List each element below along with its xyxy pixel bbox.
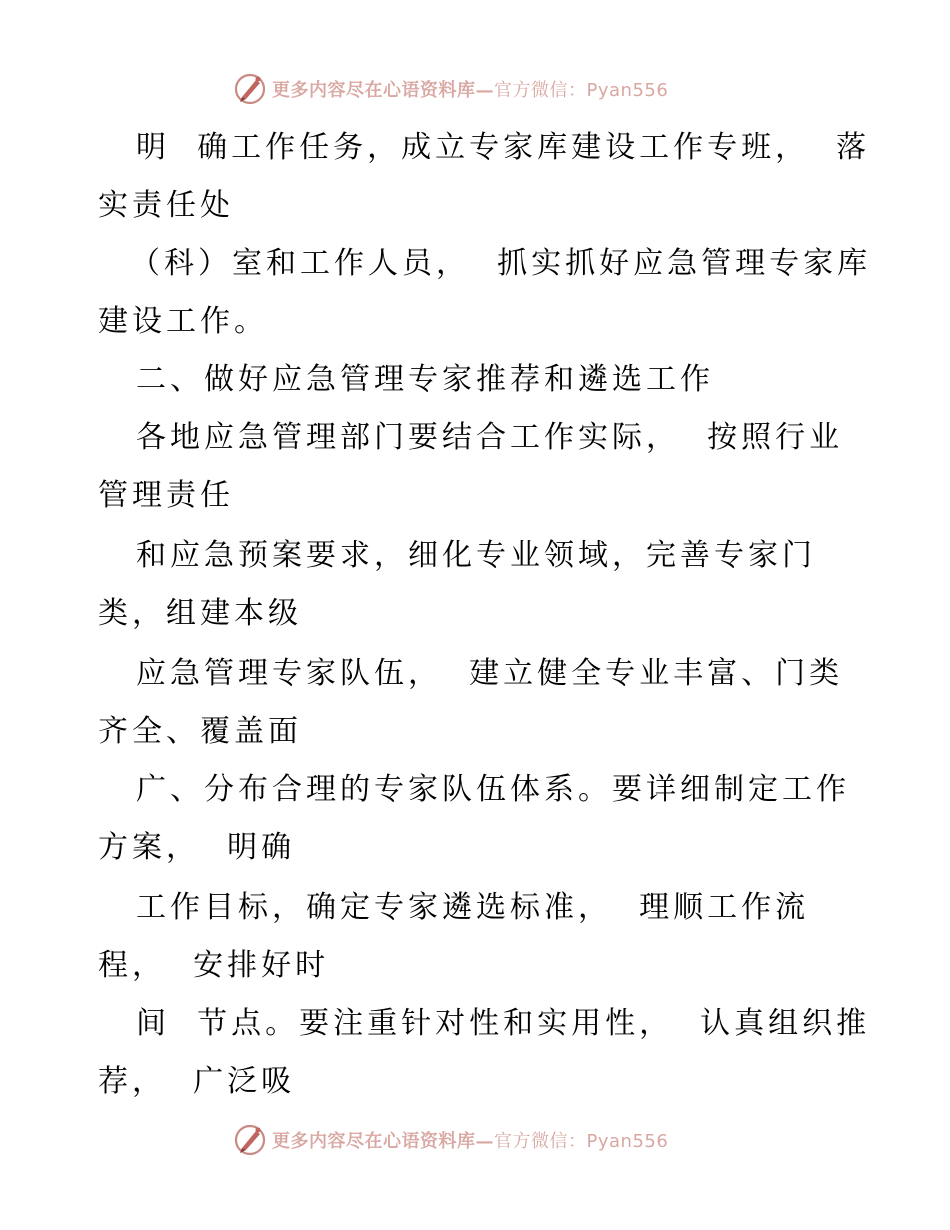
paragraph-line: 工作目标，确定专家遴选标准， 理顺工作流 bbox=[136, 890, 810, 925]
paragraph-line: 建设工作。 bbox=[98, 304, 268, 339]
paragraph-line: 方案， 明确 bbox=[98, 830, 296, 865]
banner-wechat-text: 官方微信：Pyan556 bbox=[494, 1131, 669, 1152]
paragraph-line: 广、分布合理的专家队伍体系。要详细制定工作 bbox=[136, 772, 850, 807]
banner-wechat-text: 官方微信：Pyan556 bbox=[494, 80, 669, 101]
paragraph-line: 程， 安排好时 bbox=[98, 948, 330, 983]
paragraph-line: 明 确工作任务，成立专家库建设工作专班， 落 bbox=[136, 130, 871, 165]
paragraph-line: （科）室和工作人员， 抓实抓好应急管理专家库 bbox=[130, 246, 872, 281]
section-heading: 二、做好应急管理专家推荐和遴选工作 bbox=[136, 362, 714, 397]
paragraph-line: 间 节点。要注重针对性和实用性， 认真组织推 bbox=[136, 1006, 871, 1041]
paragraph-line: 应急管理专家队伍， 建立健全专业丰富、门类 bbox=[136, 656, 844, 691]
banner-site-text: 更多内容尽在心语资料库— bbox=[272, 80, 494, 101]
paragraph-line: 各地应急管理部门要结合工作实际， 按照行业 bbox=[136, 420, 844, 455]
paragraph-line: 荐， 广泛吸 bbox=[98, 1064, 296, 1099]
paragraph-line: 齐全、覆盖面 bbox=[98, 714, 302, 749]
pen-logo-icon bbox=[232, 1122, 268, 1158]
footer-banner bbox=[232, 1120, 732, 1160]
paragraph-line: 管理责任 bbox=[98, 478, 234, 513]
paragraph-line: 实责任处 bbox=[98, 188, 234, 223]
paragraph-line: 类，组建本级 bbox=[98, 596, 302, 631]
paragraph-line: 和应急预案要求，细化专业领域，完善专家门 bbox=[136, 538, 816, 573]
banner-site-text: 更多内容尽在心语资料库— bbox=[272, 1131, 494, 1152]
